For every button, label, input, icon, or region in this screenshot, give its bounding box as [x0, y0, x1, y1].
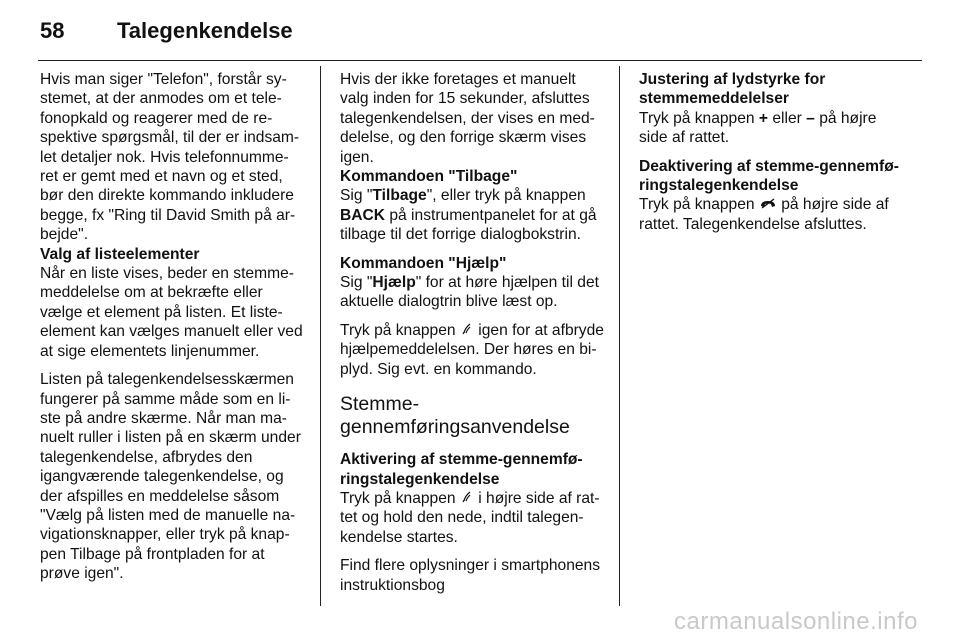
heading-deactivation: Deaktivering af stemme-gennemfø-ringstalegenkendelse — [639, 157, 899, 195]
heading-back-command: Kommandoen "Tilbage" — [340, 168, 518, 186]
page-title: Talegenkendelse — [117, 18, 293, 43]
column-3 — [639, 70, 909, 234]
heading-help-command: Kommandoen "Hjælp" — [340, 254, 507, 272]
page-number: 58 — [40, 18, 65, 43]
column-2 — [340, 70, 604, 595]
paragraph-activation: Tryk på knappen i højre side af rat-tet og hold den nede, indtil talegen-kendelse startes. — [340, 489, 600, 546]
voice-command-icon — [460, 489, 474, 508]
voice-command-icon — [460, 321, 474, 340]
column-divider-2 — [619, 66, 620, 606]
column-divider-1 — [320, 66, 321, 606]
heading-passthrough-usage: Stemme-gennemføringsanvendelse — [340, 393, 570, 438]
paragraph-back-command: Sig "Tilbage", eller tryk på knappen BACK på instrumentpanelet for at gå tilbage til det forrige dialogbokstrin. — [340, 187, 597, 244]
paragraph-list-screen: Listen på talegenkendelsesskærmen fungerer på samme måde som en li-ste på andre skærme. Når man ma-nuelt ruller i listen på en skærm under talegenkendelse, afbrydes den igangværende talegenkendelse, og der afspilles en meddelelse såsom "Vælg på listen med de manuelle na-vigationsknapper, eller tryk på knap-pen Tilbage på frontpladen for at prøve igen". — [40, 371, 301, 583]
paragraph-interrupt-help: Tryk på knappen igen for at afbryde hjælpemeddelelsen. Der høres en bi-plyd. Sig evt. en kommando. — [340, 321, 604, 378]
paragraph-timeout: Hvis der ikke foretages et manuelt valg inden for 15 sekunder, afsluttes talegenkendelsen, der vises en med-delelse, og den forrige skærm vises igen. — [340, 71, 595, 166]
paragraph-smartphone: Find flere oplysninger i smartphonens instruktionsbog — [340, 557, 601, 594]
plus-icon: + — [758, 109, 769, 127]
keyword-hjaelp: Hjælp — [372, 274, 416, 292]
paragraph-list-elements: Når en liste vises, beder en stemme-meddelelse om at bekræfte eller vælge et element på listen. Et liste-element kan vælges manuelt eller ved at sige elementets linjenummer. — [40, 265, 303, 360]
paragraph-help-command: Sig "Hjælp" for at høre hjælpen til det aktuelle dialogtrin blive læst op. — [340, 274, 599, 311]
header-divider — [38, 60, 922, 61]
minus-icon: – — [806, 109, 815, 127]
paragraph-telephone: Hvis man siger "Telefon", forstår sy-stemet, at der anmodes om et tele-fonopkald og reagerer med de re-spektive spørgsmål, til der er indsam-let detaljer nok. Hvis telefonnumme-ret er gemt med et navn og et sted, bør den direkte kommando inkludere begge, fx "Ring til David Smith på ar-bejde". — [40, 71, 300, 244]
back-button-label: BACK — [340, 206, 386, 224]
hang-up-icon — [759, 195, 777, 214]
heading-activation: Aktivering af stemme-gennemfø-ringstalegenkendelse — [340, 451, 583, 488]
paragraph-volume: Tryk på knappen + eller – på højre side af rattet. — [639, 109, 877, 147]
column-1 — [40, 70, 306, 584]
watermark: carmanualsonline.info — [674, 608, 918, 635]
heading-list-selection: Valg af listeelementer — [40, 245, 200, 263]
paragraph-deactivation: Tryk på knappen på højre side af rattet. Talegenkendelse afsluttes. — [639, 196, 889, 233]
page-header — [40, 18, 293, 48]
keyword-tilbage: Tilbage — [372, 187, 427, 205]
heading-volume: Justering af lydstyrke for stemmemeddelelser — [639, 71, 826, 108]
